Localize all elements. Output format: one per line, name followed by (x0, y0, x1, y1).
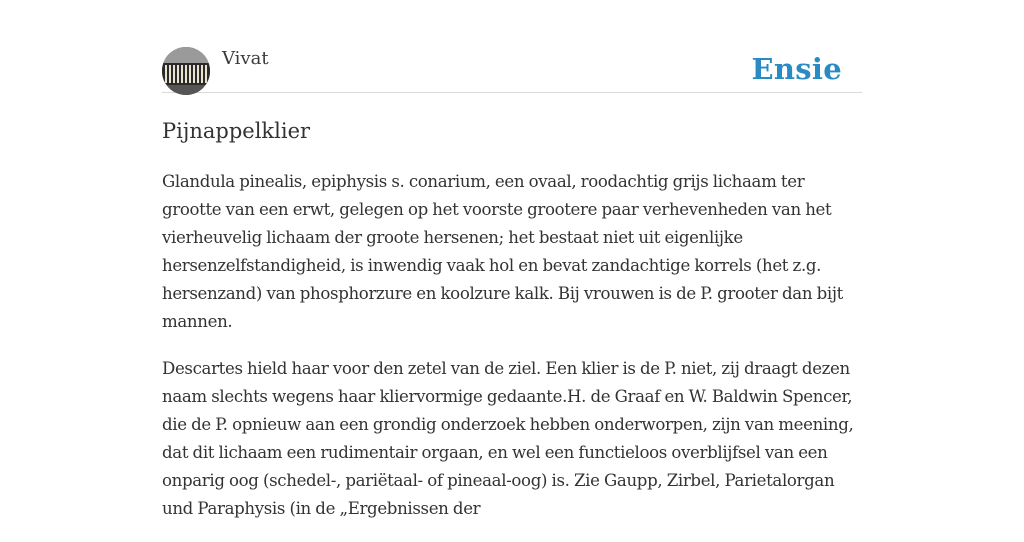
paragraph: Glandula pinealis, epiphysis s. conarium, een ovaal, roodachtig grijs lichaam ter grootte van een erwt, gelegen op het voorste grootere paar verhevenheden van het vierheuvelig lichaam der groote hersenen; het bestaat niet uit eigenlijke hersenzelfstandigheid, is inwendig vaak hol en bevat zandachtige korrels (het z.g. hersenzand) van phosphorzure en koolzure kalk. Bij vrouwen is de P. grooter dan bijt mannen. (162, 172, 843, 331)
article-title: Pijnappelklier (162, 119, 311, 143)
source-name[interactable]: Vivat (222, 48, 269, 69)
book-spines-icon (162, 47, 210, 95)
brand-logo[interactable]: Ensie (751, 52, 842, 86)
source-avatar[interactable] (162, 47, 210, 95)
article-page (162, 0, 862, 518)
paragraph: Descartes hield haar voor den zetel van de ziel. Een klier is de P. niet, zij draagt dezen naam slechts wegens haar kliervormige gedaante.H. de Graaf en W. Baldwin Spencer, die de P. opnieuw aan een grondig onderzoek hebben onderworpen, zijn van meening, dat dit lichaam een rudimentair orgaan, en wel een functieloos overblijfsel van een onparig oog (schedel-, pariëtaal- of pineaal-oog) is. Zie Gaupp, Zirbel, Parietalorgan und Paraphysis (in de „Ergebnissen der (162, 359, 854, 518)
article-body (162, 168, 862, 542)
article-header (162, 44, 862, 93)
